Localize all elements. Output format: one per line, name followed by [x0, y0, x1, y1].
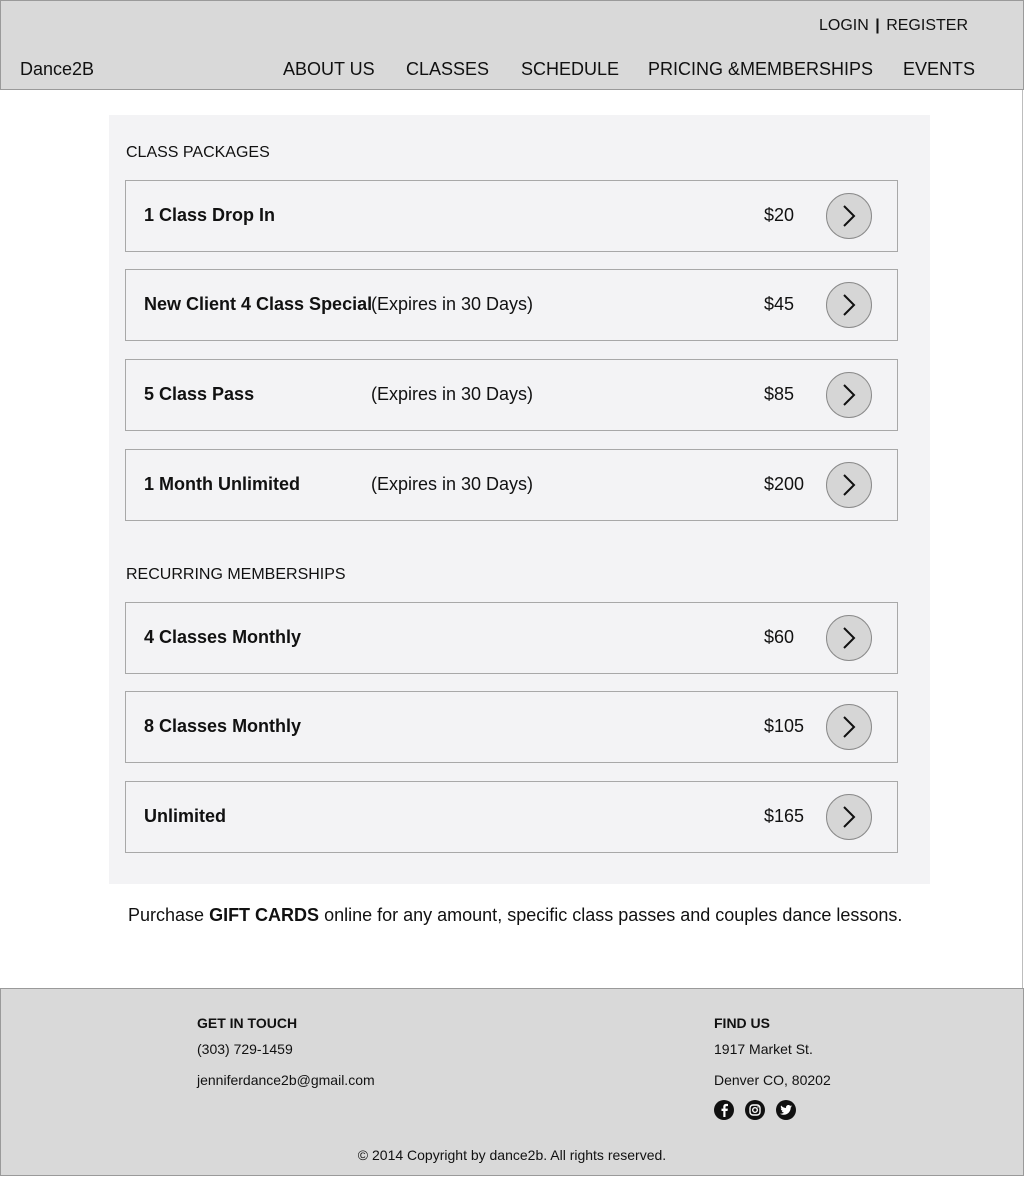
copyright-text: © 2014 Copyright by dance2b. All rights reserved.	[357, 1147, 667, 1163]
package-name: 5 Class Pass	[144, 384, 255, 404]
chevron-right-icon[interactable]	[826, 193, 872, 239]
twitter-icon[interactable]	[776, 1100, 796, 1120]
chevron-right-icon[interactable]	[826, 615, 872, 661]
gift-cards-link[interactable]: GIFT CARDS	[209, 905, 320, 925]
facebook-icon[interactable]	[714, 1100, 734, 1120]
membership-price: $165	[764, 806, 805, 826]
login-link[interactable]: LOGIN	[819, 17, 869, 34]
package-price: $20	[764, 205, 795, 225]
membership-price: $105	[764, 716, 805, 736]
package-name: 1 Month Unlimited	[144, 474, 300, 494]
package-name: New Client 4 Class Special	[144, 294, 373, 314]
recurring-memberships-heading: RECURRING MEMBERSHIPS	[126, 566, 346, 583]
package-row[interactable]	[125, 359, 898, 431]
package-expiry-note: (Expires in 30 Days)	[371, 384, 534, 404]
phone-number[interactable]: (303) 729-1459	[197, 1041, 293, 1057]
get-in-touch-heading: GET IN TOUCH	[197, 1015, 298, 1031]
nav-classes[interactable]: CLASSES	[406, 59, 490, 79]
package-price: $85	[764, 384, 795, 404]
chevron-right-icon[interactable]	[826, 794, 872, 840]
chevron-right-icon[interactable]	[826, 282, 872, 328]
page-divider	[1022, 90, 1023, 988]
chevron-right-icon[interactable]	[826, 704, 872, 750]
nav-events[interactable]: EVENTS	[903, 59, 976, 79]
chevron-right-icon[interactable]	[826, 462, 872, 508]
membership-price: $60	[764, 627, 795, 647]
membership-name: 8 Classes Monthly	[144, 716, 302, 736]
register-link[interactable]: REGISTER	[886, 17, 968, 34]
gift-cards-note	[128, 905, 902, 926]
email-link[interactable]: jenniferdance2b@gmail.com	[197, 1072, 375, 1088]
membership-name: Unlimited	[144, 806, 227, 826]
membership-row[interactable]	[125, 691, 898, 763]
address-city: Denver CO, 80202	[714, 1072, 831, 1088]
package-name: 1 Class Drop In	[144, 205, 276, 225]
site-logo[interactable]: Dance2B	[20, 59, 95, 79]
class-packages-heading: CLASS PACKAGES	[126, 144, 270, 161]
gift-suffix: online for any amount, specific class passes and couples dance lessons.	[324, 905, 903, 925]
nav-about-us[interactable]: ABOUT US	[283, 59, 375, 79]
chevron-right-icon[interactable]	[826, 372, 872, 418]
instagram-icon[interactable]	[745, 1100, 765, 1120]
package-row[interactable]	[125, 180, 898, 252]
membership-row[interactable]	[125, 781, 898, 853]
package-row[interactable]	[125, 449, 898, 521]
package-row[interactable]	[125, 269, 898, 341]
membership-name: 4 Classes Monthly	[144, 627, 302, 647]
package-price: $200	[764, 474, 805, 494]
package-expiry-note: (Expires in 30 Days)	[371, 474, 534, 494]
gift-prefix: Purchase	[128, 905, 205, 925]
find-us-heading: FIND US	[714, 1015, 770, 1031]
address-street: 1917 Market St.	[714, 1041, 813, 1057]
nav-schedule[interactable]: SCHEDULE	[521, 59, 620, 79]
site-footer	[0, 988, 1024, 1176]
package-expiry-note: (Expires in 30 Days)	[371, 294, 534, 314]
auth-separator: |	[875, 17, 880, 34]
membership-row[interactable]	[125, 602, 898, 674]
nav-pricing-memberships[interactable]: PRICING &MEMBERSHIPS	[648, 59, 874, 79]
site-header	[0, 0, 1024, 90]
package-price: $45	[764, 294, 795, 314]
auth-links	[819, 17, 968, 35]
